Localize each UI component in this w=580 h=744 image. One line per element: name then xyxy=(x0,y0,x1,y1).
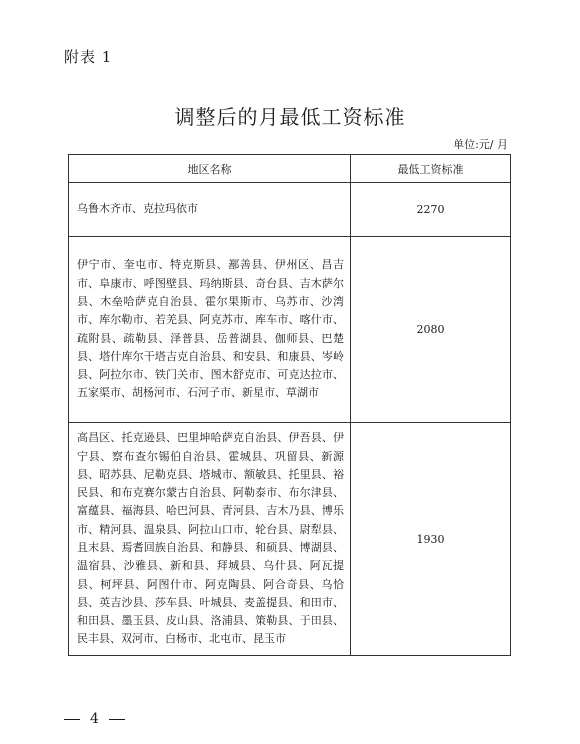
region-list-cell: 伊宁市、奎屯市、特克斯县、鄯善县、伊州区、昌吉市、阜康市、呼图壁县、玛纳斯县、奇台县、吉木萨尔县、木垒哈萨克自治县、霍尔果斯市、乌苏市、沙湾市、库尔勒市、若羌县、阿克苏市、库车市、喀什市、疏附县、疏勒县、泽普县、岳普湖县、伽师县、巴楚县、塔什库尔干塔吉克自治县、和安县、和康县、岑岭县、阿拉尔市、铁门关市、图木舒克市、可克达拉市、五家渠市、胡杨河市、石河子市、新星市、草湖市 xyxy=(69,237,351,423)
minimum-wage-table xyxy=(68,154,511,656)
unit-note: 单位:元/ 月 xyxy=(453,138,508,151)
wage-value-cell: 2270 xyxy=(351,183,511,237)
header-region-name: 地区名称 xyxy=(69,155,351,183)
table-row xyxy=(69,423,511,656)
appendix-label: 附表 1 xyxy=(64,48,113,66)
table-row xyxy=(69,183,511,237)
wage-value-cell: 1930 xyxy=(351,423,511,656)
document-title: 调整后的月最低工资标准 xyxy=(174,105,406,129)
region-list-cell: 高昌区、托克逊县、巴里坤哈萨克自治县、伊吾县、伊宁县、察布查尔锡伯自治县、霍城县、巩留县、新源县、昭苏县、尼勒克县、塔城市、额敏县、托里县、裕民县、和布克赛尔蒙古自治县、阿勒泰市、布尔津县、富蕴县、福海县、哈巴河县、青河县、吉木乃县、博乐市、精河县、温泉县、阿拉山口市、轮台县、尉犁县、且末县、焉耆回族自治县、和静县、和硕县、博湖县、温宿县、沙雅县、新和县、拜城县、乌什县、阿瓦提县、柯坪县、阿图什市、阿克陶县、阿合奇县、乌恰县、英吉沙县、莎车县、叶城县、麦盖提县、和田市、和田县、墨玉县、皮山县、洛浦县、策勒县、于田县、民丰县、双河市、白杨市、北屯市、昆玉市 xyxy=(69,423,351,656)
wage-value-cell: 2080 xyxy=(351,237,511,423)
table-row xyxy=(69,237,511,423)
page-number xyxy=(64,711,125,727)
page-number-dash-right xyxy=(109,719,125,720)
page-number-value: 4 xyxy=(90,711,99,727)
page-number-dash-left xyxy=(64,719,80,720)
region-list-cell: 乌鲁木齐市、克拉玛依市 xyxy=(69,183,351,237)
header-minimum-wage: 最低工资标准 xyxy=(351,155,511,183)
table-header-row xyxy=(69,155,511,183)
